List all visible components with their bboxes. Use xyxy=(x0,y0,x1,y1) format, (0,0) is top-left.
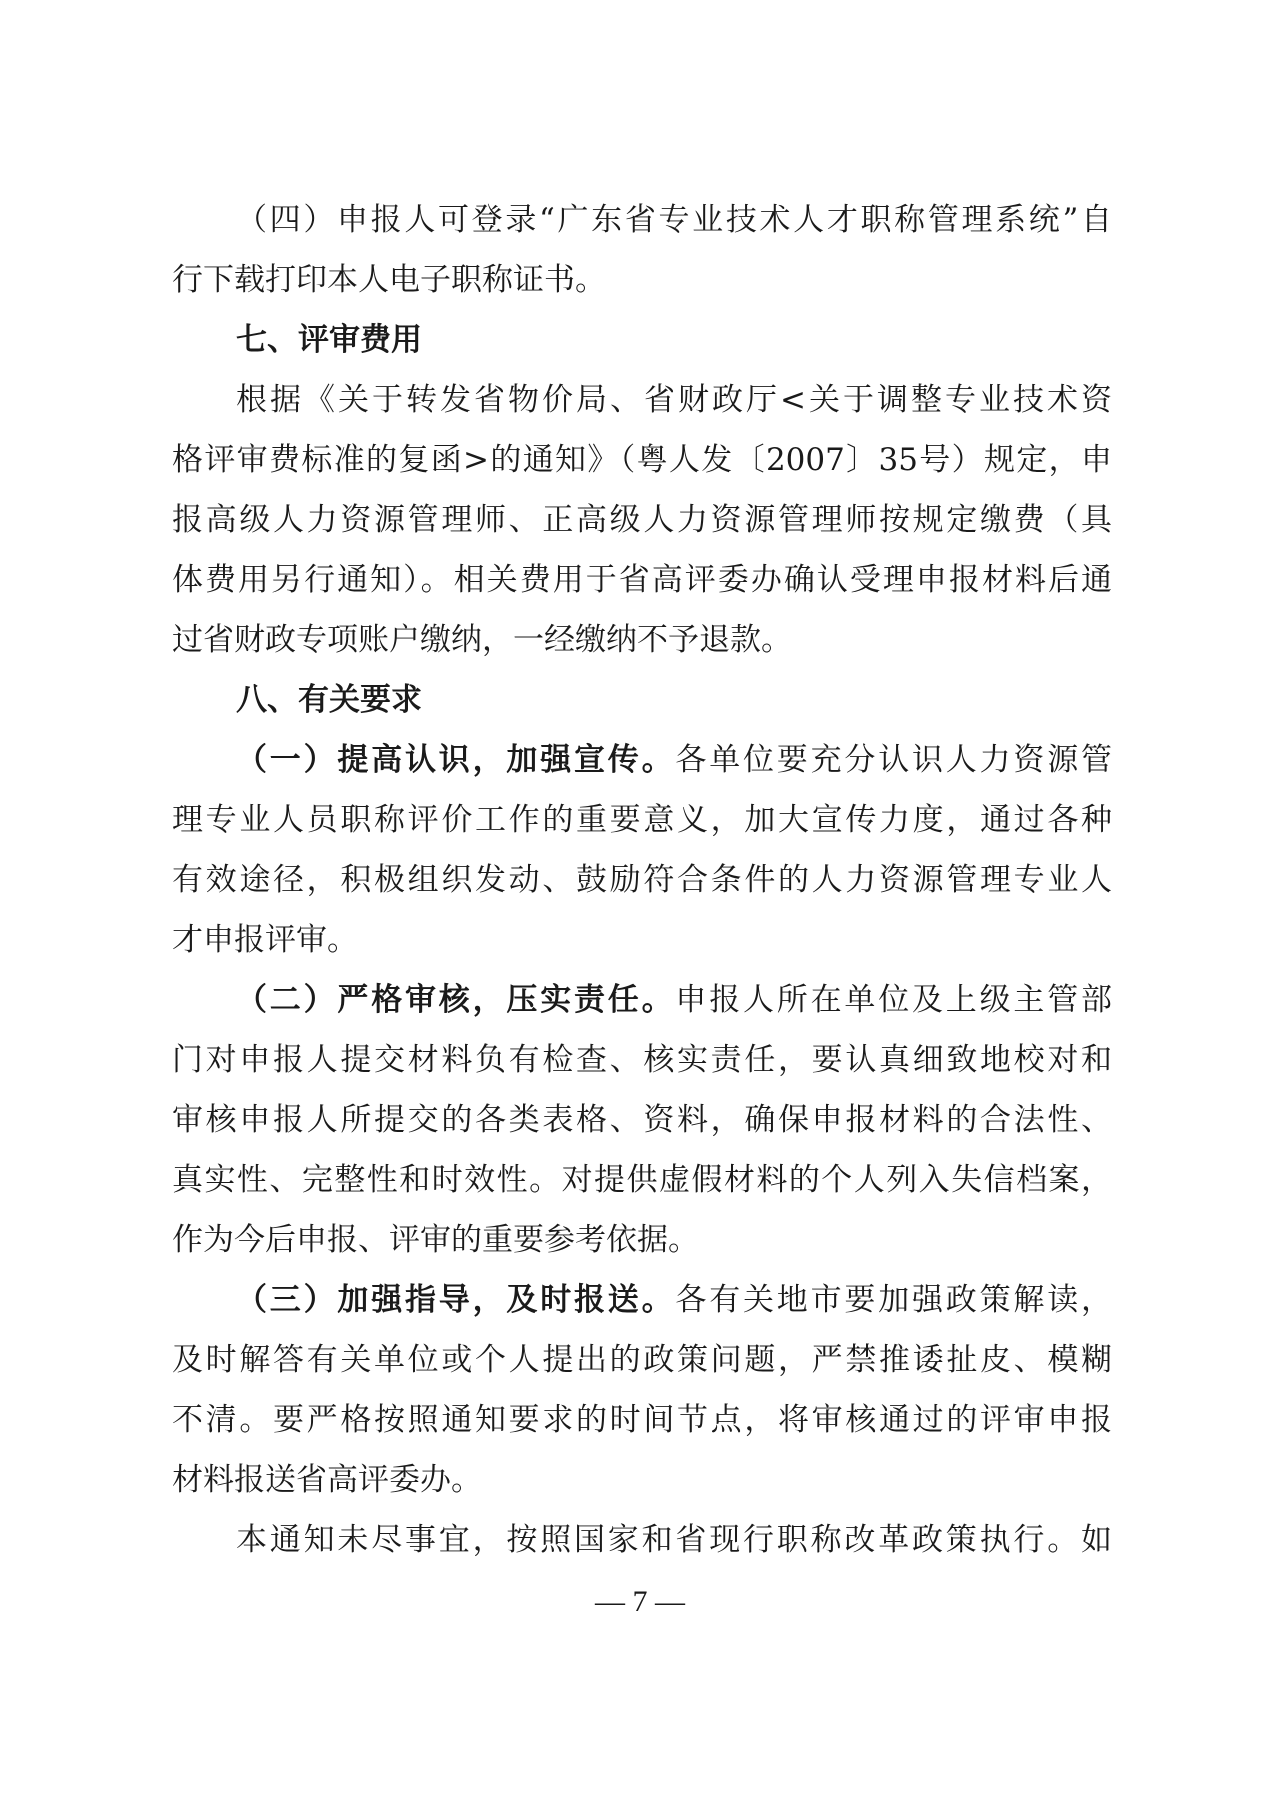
paragraph-line: 体费用另行通知）。相关费用于省高评委办确认受理申报材料后通 xyxy=(172,562,1112,598)
paragraph-line: 本通知未尽事宜，按照国家和省现行职称改革政策执行。如 xyxy=(236,1522,1112,1558)
requirement-text: 各单位要充分认识人力资源管 xyxy=(675,742,1113,778)
requirement-title: （二）严格审核，压实责任。 xyxy=(236,982,676,1018)
paragraph-line: 有效途径，积极组织发动、鼓励符合条件的人力资源管理专业人 xyxy=(172,862,1112,898)
paragraph-line: 材料报送省高评委办。 xyxy=(172,1462,482,1498)
paragraph-line: 不清。要严格按照通知要求的时间节点，将审核通过的评审申报 xyxy=(172,1402,1112,1438)
paragraph-line xyxy=(236,970,1112,1030)
paragraph-line: 审核申报人所提交的各类表格、资料，确保申报材料的合法性、 xyxy=(172,1102,1112,1138)
paragraph-line: 行下载打印本人电子职称证书。 xyxy=(172,262,606,298)
paragraph-line xyxy=(236,730,1112,790)
paragraph-line: 格评审费标准的复函>的通知》（粤人发〔2007〕35号）规定，申 xyxy=(172,442,1112,478)
paragraph-line: （四）申报人可登录“广东省专业技术人才职称管理系统”自 xyxy=(236,202,1112,238)
paragraph-line: 作为今后申报、评审的重要参考依据。 xyxy=(172,1222,699,1258)
page-number: — 7 — xyxy=(595,1585,685,1618)
section-heading-fees: 七、评审费用 xyxy=(236,322,422,358)
paragraph-line xyxy=(236,1270,1112,1330)
paragraph-line: 才申报评审。 xyxy=(172,922,358,958)
paragraph-line: 及时解答有关单位或个人提出的政策问题，严禁推诿扯皮、模糊 xyxy=(172,1342,1112,1378)
paragraph-line: 根据《关于转发省物价局、省财政厅<关于调整专业技术资 xyxy=(236,382,1112,418)
section-heading-requirements: 八、有关要求 xyxy=(236,682,422,718)
requirement-text: 申报人所在单位及上级主管部 xyxy=(675,982,1113,1018)
requirement-title: （一）提高认识，加强宣传。 xyxy=(236,742,676,778)
requirement-title: （三）加强指导，及时报送。 xyxy=(236,1282,676,1318)
paragraph-line: 报高级人力资源管理师、正高级人力资源管理师按规定缴费（具 xyxy=(172,502,1112,538)
paragraph-line: 门对申报人提交材料负有检查、核实责任，要认真细致地校对和 xyxy=(172,1042,1112,1078)
paragraph-line: 真实性、完整性和时效性。对提供虚假材料的个人列入失信档案， xyxy=(172,1162,1112,1198)
paragraph-line: 理专业人员职称评价工作的重要意义，加大宣传力度，通过各种 xyxy=(172,802,1112,838)
requirement-text: 各有关地市要加强政策解读， xyxy=(675,1282,1113,1318)
paragraph-line: 过省财政专项账户缴纳，一经缴纳不予退款。 xyxy=(172,622,792,658)
